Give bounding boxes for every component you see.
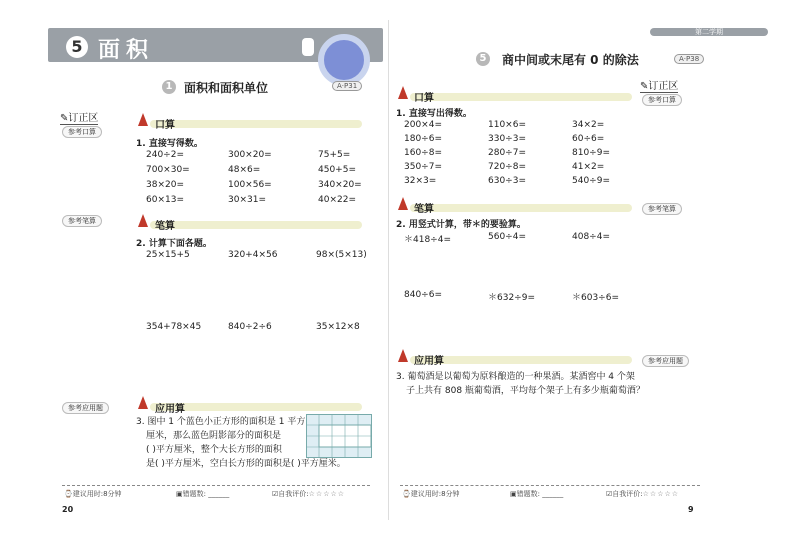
oral-item: 300×20= bbox=[228, 150, 272, 160]
oral-item: 720÷8= bbox=[488, 162, 526, 172]
written-section-bar bbox=[410, 204, 632, 212]
written-item: 35×12×8 bbox=[316, 322, 360, 332]
page-number: 9 bbox=[688, 505, 694, 514]
written-item: 354+78×45 bbox=[146, 322, 202, 332]
side-label-applied: 参考应用题 bbox=[62, 402, 109, 414]
page-tag: A·P31 bbox=[332, 81, 362, 91]
written-item: ＊418÷4= bbox=[404, 235, 451, 245]
side-label-oral: 参考口算 bbox=[62, 126, 102, 138]
oral-item: 200×4= bbox=[404, 120, 442, 130]
oral-item: 34×2= bbox=[572, 120, 605, 130]
wand-icon bbox=[136, 211, 150, 229]
oral-item: 32×3= bbox=[404, 176, 437, 186]
area-grid-figure bbox=[306, 414, 372, 458]
written-item: 25×15+5 bbox=[146, 250, 190, 260]
applied-line: 3. 葡萄酒是以葡萄为原料酿造的一种果酒。某酒窖中 4 个架 bbox=[396, 372, 635, 382]
lesson-title: 面积和面积单位 bbox=[184, 81, 269, 95]
written-question: 2. 计算下面各题。 bbox=[136, 239, 212, 249]
pen-icon: ✎ bbox=[60, 113, 69, 124]
oral-item: 48×6= bbox=[228, 165, 261, 175]
applied-line: 是( )平方厘米，空白长方形的面积是( )平方厘米。 bbox=[146, 459, 346, 469]
footer-divider bbox=[62, 485, 370, 486]
applied-heading: 应用算 bbox=[414, 356, 444, 367]
written-item: ＊603÷6= bbox=[572, 293, 619, 303]
footer-time: ⌚建议用时:8分钟 bbox=[402, 490, 460, 498]
applied-line: 3. 图中 1 个蓝色小正方形的面积是 1 平方 bbox=[136, 417, 306, 427]
oral-item: 60×13= bbox=[146, 195, 184, 205]
oral-item: 180÷6= bbox=[404, 134, 442, 144]
applied-line: 子上共有 808 瓶葡萄酒，平均每个架子上有多少瓶葡萄酒？ bbox=[406, 386, 645, 396]
footer-self-eval: ☑自我评价:☆☆☆☆☆ bbox=[272, 490, 346, 498]
wand-icon bbox=[396, 346, 410, 364]
oral-item: 700×30= bbox=[146, 165, 190, 175]
written-item: 408÷4= bbox=[572, 232, 610, 242]
correction-label: 订正区 bbox=[68, 113, 99, 124]
oral-item: 450+5= bbox=[318, 165, 356, 175]
footer-errors: ▣错题数: ______ bbox=[176, 490, 230, 498]
oral-item: 75+5= bbox=[318, 150, 351, 160]
applied-line: 厘米，那么蓝色阴影部分的面积是 bbox=[146, 431, 282, 441]
oral-item: 810÷9= bbox=[572, 148, 610, 158]
oral-question: 1. 直接写得数。 bbox=[136, 139, 203, 149]
footer-self-eval: ☑自我评价:☆☆☆☆☆ bbox=[606, 490, 680, 498]
oral-item: 100×56= bbox=[228, 180, 272, 190]
written-item: 840÷2÷6 bbox=[228, 322, 272, 332]
applied-line: ( )平方厘米，整个大长方形的面积 bbox=[146, 445, 282, 455]
oral-section-bar bbox=[410, 93, 632, 101]
oral-item: 38×20= bbox=[146, 180, 184, 190]
oral-item: 630÷3= bbox=[488, 176, 526, 186]
side-label-applied: 参考应用题 bbox=[642, 355, 689, 367]
pen-icon: ✎ bbox=[640, 81, 649, 92]
oral-question: 1. 直接写出得数。 bbox=[396, 109, 472, 119]
unit-title: 面积 bbox=[98, 37, 155, 63]
header-tab: 第二学期 bbox=[650, 28, 768, 36]
written-heading: 笔算 bbox=[414, 204, 434, 215]
oral-heading: 口算 bbox=[414, 93, 434, 104]
written-item: 320+4×56 bbox=[228, 250, 278, 260]
oral-section-bar bbox=[150, 120, 362, 128]
footer-divider bbox=[400, 485, 700, 486]
oral-item: 540÷9= bbox=[572, 176, 610, 186]
written-question: 2. 用竖式计算，带＊的要验算。 bbox=[396, 220, 526, 230]
lesson-number: 1 bbox=[162, 80, 176, 94]
wand-icon bbox=[136, 393, 150, 411]
written-heading: 笔算 bbox=[155, 221, 175, 232]
correction-area-label bbox=[60, 109, 98, 125]
written-item: 98×(5×13) bbox=[316, 250, 367, 260]
lesson-number: 5 bbox=[476, 52, 490, 66]
wand-icon bbox=[136, 110, 150, 128]
oral-item: 110×6= bbox=[488, 120, 526, 130]
right-page bbox=[390, 0, 800, 554]
star-rating-icon[interactable]: ☆☆☆☆☆ bbox=[308, 490, 346, 498]
oral-item: 340×20= bbox=[318, 180, 362, 190]
written-item: 840÷6= bbox=[404, 290, 442, 300]
decor-circle-icon bbox=[318, 34, 370, 86]
oral-item: 60÷6= bbox=[572, 134, 605, 144]
oral-heading: 口算 bbox=[155, 120, 175, 131]
correction-label: 订正区 bbox=[648, 81, 679, 92]
written-section-bar bbox=[150, 221, 362, 229]
oral-item: 40×22= bbox=[318, 195, 356, 205]
applied-heading: 应用算 bbox=[155, 404, 185, 415]
page-gutter bbox=[388, 20, 389, 520]
oral-item: 160÷8= bbox=[404, 148, 442, 158]
unit-number: 5 bbox=[66, 36, 88, 58]
footer-time: ⌚建议用时:8分钟 bbox=[64, 490, 122, 498]
side-label-written: 参考笔算 bbox=[642, 203, 682, 215]
wand-icon bbox=[396, 194, 410, 212]
oral-item: 330÷3= bbox=[488, 134, 526, 144]
lesson-title: 商中间或末尾有 0 的除法 bbox=[502, 53, 639, 67]
oral-item: 280÷7= bbox=[488, 148, 526, 158]
left-page bbox=[0, 0, 390, 554]
oral-item: 350÷7= bbox=[404, 162, 442, 172]
star-rating-icon[interactable]: ☆☆☆☆☆ bbox=[642, 490, 680, 498]
oral-item: 240÷2= bbox=[146, 150, 184, 160]
written-item: 560÷4= bbox=[488, 232, 526, 242]
page-number: 20 bbox=[62, 505, 74, 514]
side-label-oral: 参考口算 bbox=[642, 94, 682, 106]
oral-item: 30×31= bbox=[228, 195, 266, 205]
wand-icon bbox=[396, 83, 410, 101]
page-tag: A·P38 bbox=[674, 54, 704, 64]
oral-item: 41×2= bbox=[572, 162, 605, 172]
side-label-written: 参考笔算 bbox=[62, 215, 102, 227]
footer-errors: ▣错题数: ______ bbox=[510, 490, 564, 498]
correction-area-label bbox=[640, 77, 678, 93]
astronaut-icon bbox=[302, 38, 314, 56]
written-item: ＊632÷9= bbox=[488, 293, 535, 303]
